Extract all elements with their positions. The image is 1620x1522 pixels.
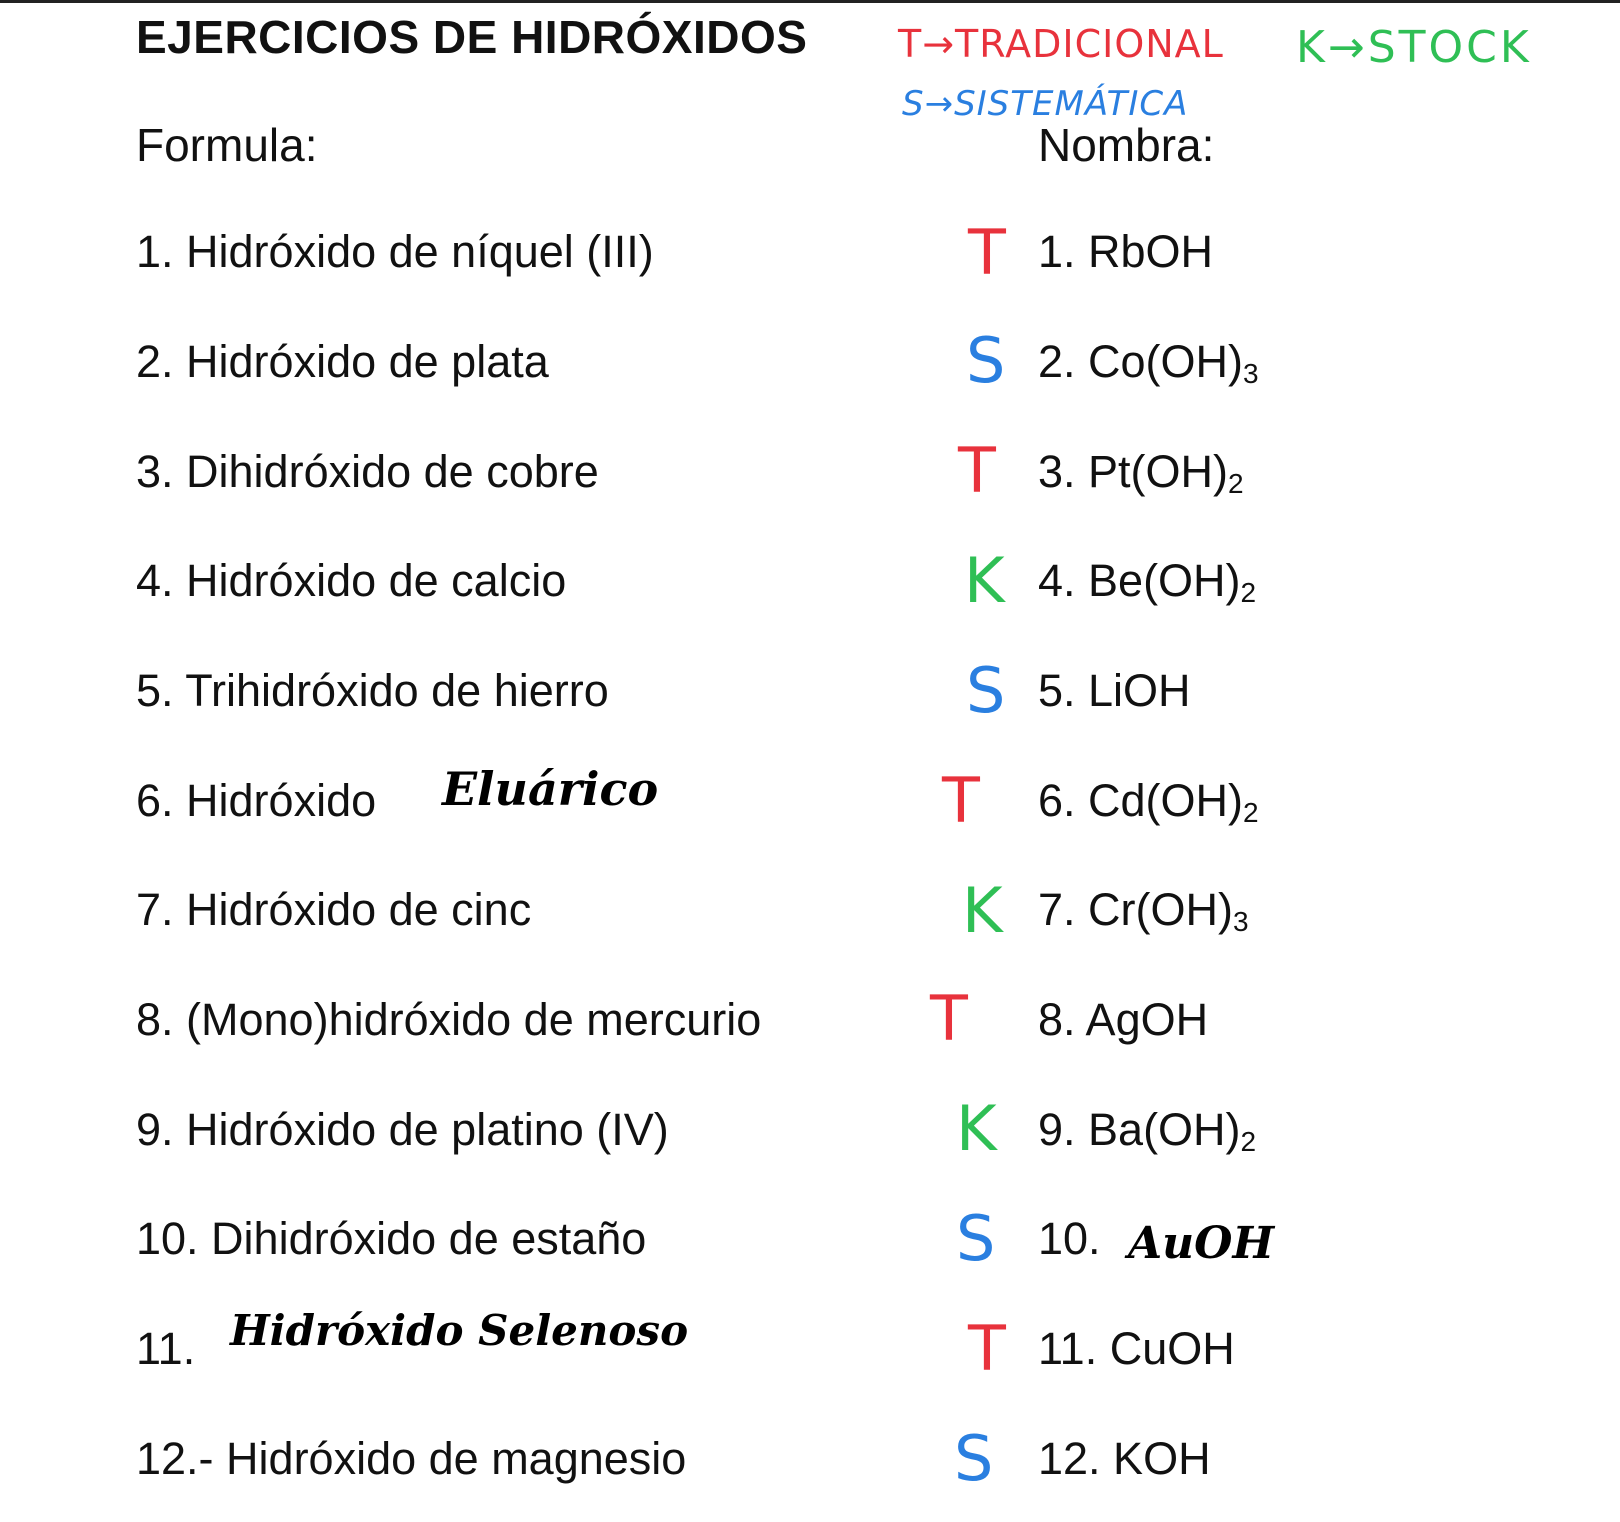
formula-item: 11. [136, 1323, 196, 1374]
formula-item: 6. Hidróxido [136, 775, 377, 826]
mark-systematic: S [966, 654, 1006, 727]
legend-traditional: T→TRADICIONAL [898, 22, 1224, 66]
handwritten-answer-6: Eluárico [442, 762, 659, 816]
compound-item: 6. $Cd(OH)_2$ [1038, 775, 1259, 828]
compound-item: 10. [1038, 1213, 1101, 1264]
formula-item: 7. Hidróxido de cinc [136, 884, 532, 935]
formula-item: 3. Dihidróxido de cobre [136, 446, 599, 497]
formula-item: 12.- Hidróxido de magnesio [136, 1433, 687, 1484]
mark-systematic: S [956, 1202, 996, 1275]
compound-item: 9. $Ba(OH)_2$ [1038, 1104, 1257, 1157]
mark-systematic: S [966, 324, 1006, 397]
compound-item: 1. RbOH [1038, 226, 1214, 277]
compound-item: 12. KOH [1038, 1433, 1211, 1484]
mark-traditional: T [942, 764, 980, 837]
formula-item: 9. Hidróxido de platino (IV) [136, 1104, 669, 1155]
page-title: EJERCICIOS DE HIDRÓXIDOS [136, 11, 808, 63]
compound-item: 4. $Be(OH)_2$ [1038, 555, 1257, 608]
formula-item: 2. Hidróxido de plata [136, 336, 549, 387]
compound-item: 5. LiOH [1038, 665, 1191, 716]
formula-item: 8. (Mono)hidróxido de mercurio [136, 994, 762, 1045]
compound-item: 11. CuOH [1038, 1323, 1235, 1374]
formula-item: 1. Hidróxido de níquel (III) [136, 226, 654, 277]
mark-stock: K [964, 544, 1005, 617]
nombra-header: Nombra: [1038, 119, 1215, 171]
legend-stock: K→STOCK [1296, 22, 1532, 73]
mark-systematic: S [954, 1422, 994, 1495]
formula-item: 5. Trihidróxido de hierro [136, 665, 609, 716]
mark-traditional: T [930, 982, 968, 1055]
top-rule [0, 0, 1620, 3]
handwritten-answer-11: Hidróxido Selenoso [230, 1306, 689, 1355]
mark-stock: K [962, 874, 1003, 947]
mark-traditional: T [968, 1312, 1006, 1385]
formula-header: Formula: [136, 119, 318, 171]
mark-stock: K [956, 1092, 997, 1165]
handwritten-answer-nombra-10: AuOH [1128, 1218, 1275, 1269]
compound-item: 2. $Co(OH)_3$ [1038, 336, 1259, 389]
legend-systematic: S→SISTEMÁTICA [902, 84, 1189, 124]
compound-item: 3. $Pt(OH)_2$ [1038, 446, 1244, 499]
mark-traditional: T [968, 216, 1006, 289]
mark-traditional: T [958, 434, 996, 507]
compound-item: 8. AgOH [1038, 994, 1209, 1045]
formula-item: 10. Dihidróxido de estaño [136, 1213, 647, 1264]
formula-item: 4. Hidróxido de calcio [136, 555, 567, 606]
compound-item: 7. $Cr(OH)_3$ [1038, 884, 1249, 937]
